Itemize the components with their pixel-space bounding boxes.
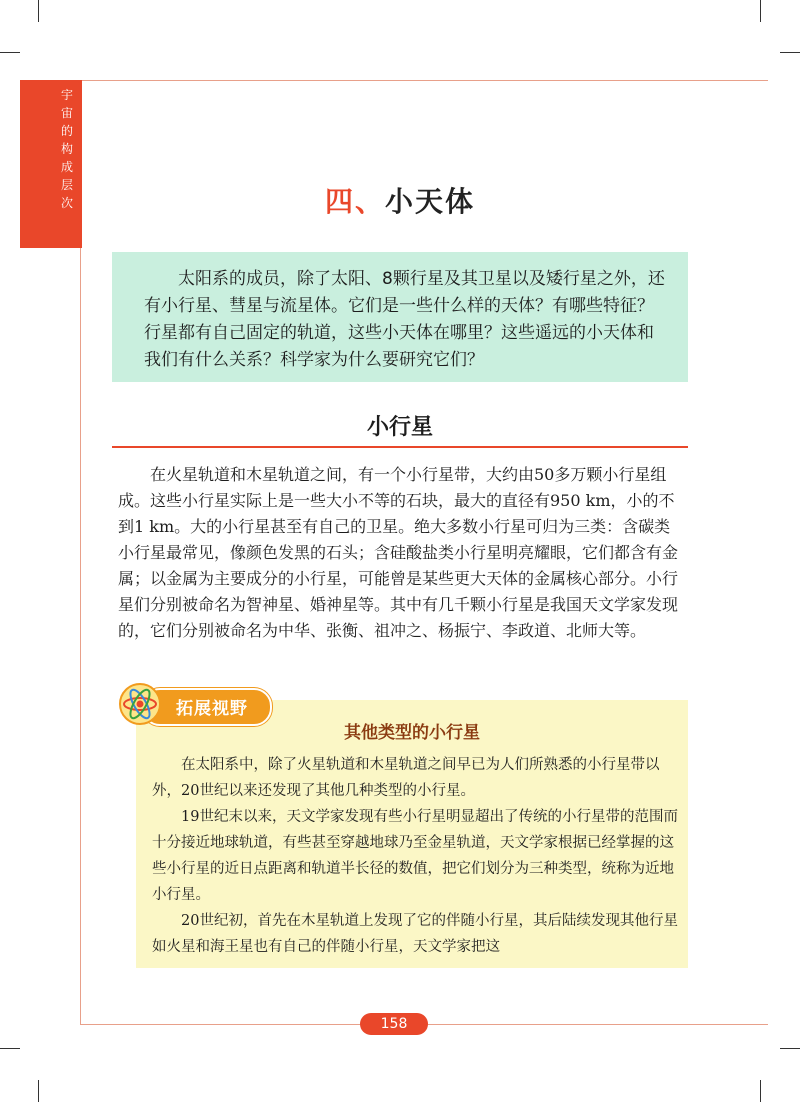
- crop-mark: [760, 0, 761, 22]
- extension-paragraph: 19世纪末以来，天文学家发现有些小行星明显超出了传统的小行星带的范围而十分接近地球轨道，有些甚至穿越地球乃至金星轨道，天文学家根据已经掌握的这些小行星的近日点距离和轨道半长径的数值，把它们划分为三种类型，统称为近地小行星。: [152, 809, 678, 903]
- page-number: 158: [360, 1013, 428, 1035]
- extension-paragraph: 20世纪初，首先在木星轨道上发现了它的伴随小行星，其后陆续发现其他行星如火星和海王星也有自己的伴随小行星，天文学家把这: [152, 913, 678, 955]
- crop-mark: [780, 52, 800, 53]
- side-char: 宙: [60, 106, 73, 120]
- left-margin-rule: [80, 248, 81, 1024]
- subsection-rule: [112, 446, 688, 448]
- crop-mark: [0, 1048, 20, 1049]
- crop-mark: [38, 1080, 39, 1102]
- intro-text: 太阳系的成员，除了太阳、8颗行星及其卫星以及矮行星之外，还有小行星、彗星与流星体。它们是一些什么样的天体？有哪些特征？行星都有自己固定的轨道，这些小天体在哪里？这些遥远的小天体和我们有什么关系？科学家为什么要研究它们？: [144, 269, 665, 370]
- side-char: 构: [60, 142, 73, 156]
- section-title-text: 小天体: [385, 185, 476, 218]
- side-char: 次: [60, 196, 73, 210]
- side-char: 宇: [60, 88, 73, 102]
- subsection-title: 小行星: [366, 415, 433, 440]
- section-title: [0, 180, 800, 220]
- intro-box: [112, 252, 688, 382]
- side-char: 的: [60, 124, 73, 138]
- crop-mark: [38, 0, 39, 22]
- side-char: 层: [60, 178, 73, 192]
- section-number: 四、: [324, 185, 385, 218]
- extension-title: 其他类型的小行星: [344, 723, 480, 743]
- page-top-line: [20, 80, 768, 81]
- body-paragraph: 在火星轨道和木星轨道之间，有一个小行星带，大约由50多万颗小行星组成。这些小行星实际上是一些大小不等的石块，最大的直径有950 km，小的不到1 km。大的小行星甚至有自己的卫星。绝大多数小行星可归为三类：含碳类小行星最常见，像颜色发黑的石头；含硅酸盐类小行星明亮耀眼，它们都含有金属；以金属为主要成分的小行星，可能曾是某些更大天体的金属核心部分。小行星们分别被命名为智神星、婚神星等。其中有几千颗小行星是我国天文学家发现的，它们分别被命名为中华、张衡、祖冲之、杨振宁、李政道、北师大等。: [118, 465, 679, 640]
- side-char: 成: [60, 160, 73, 174]
- crop-mark: [780, 1048, 800, 1049]
- extension-text: [152, 752, 678, 960]
- crop-mark: [760, 1080, 761, 1102]
- crop-mark: [0, 52, 20, 53]
- badge-label: 拓展视野: [176, 699, 248, 719]
- extension-paragraph: 在太阳系中，除了火星轨道和木星轨道之间早已为人们所熟悉的小行星带以外，20世纪以来还发现了其他几种类型的小行星。: [152, 757, 660, 799]
